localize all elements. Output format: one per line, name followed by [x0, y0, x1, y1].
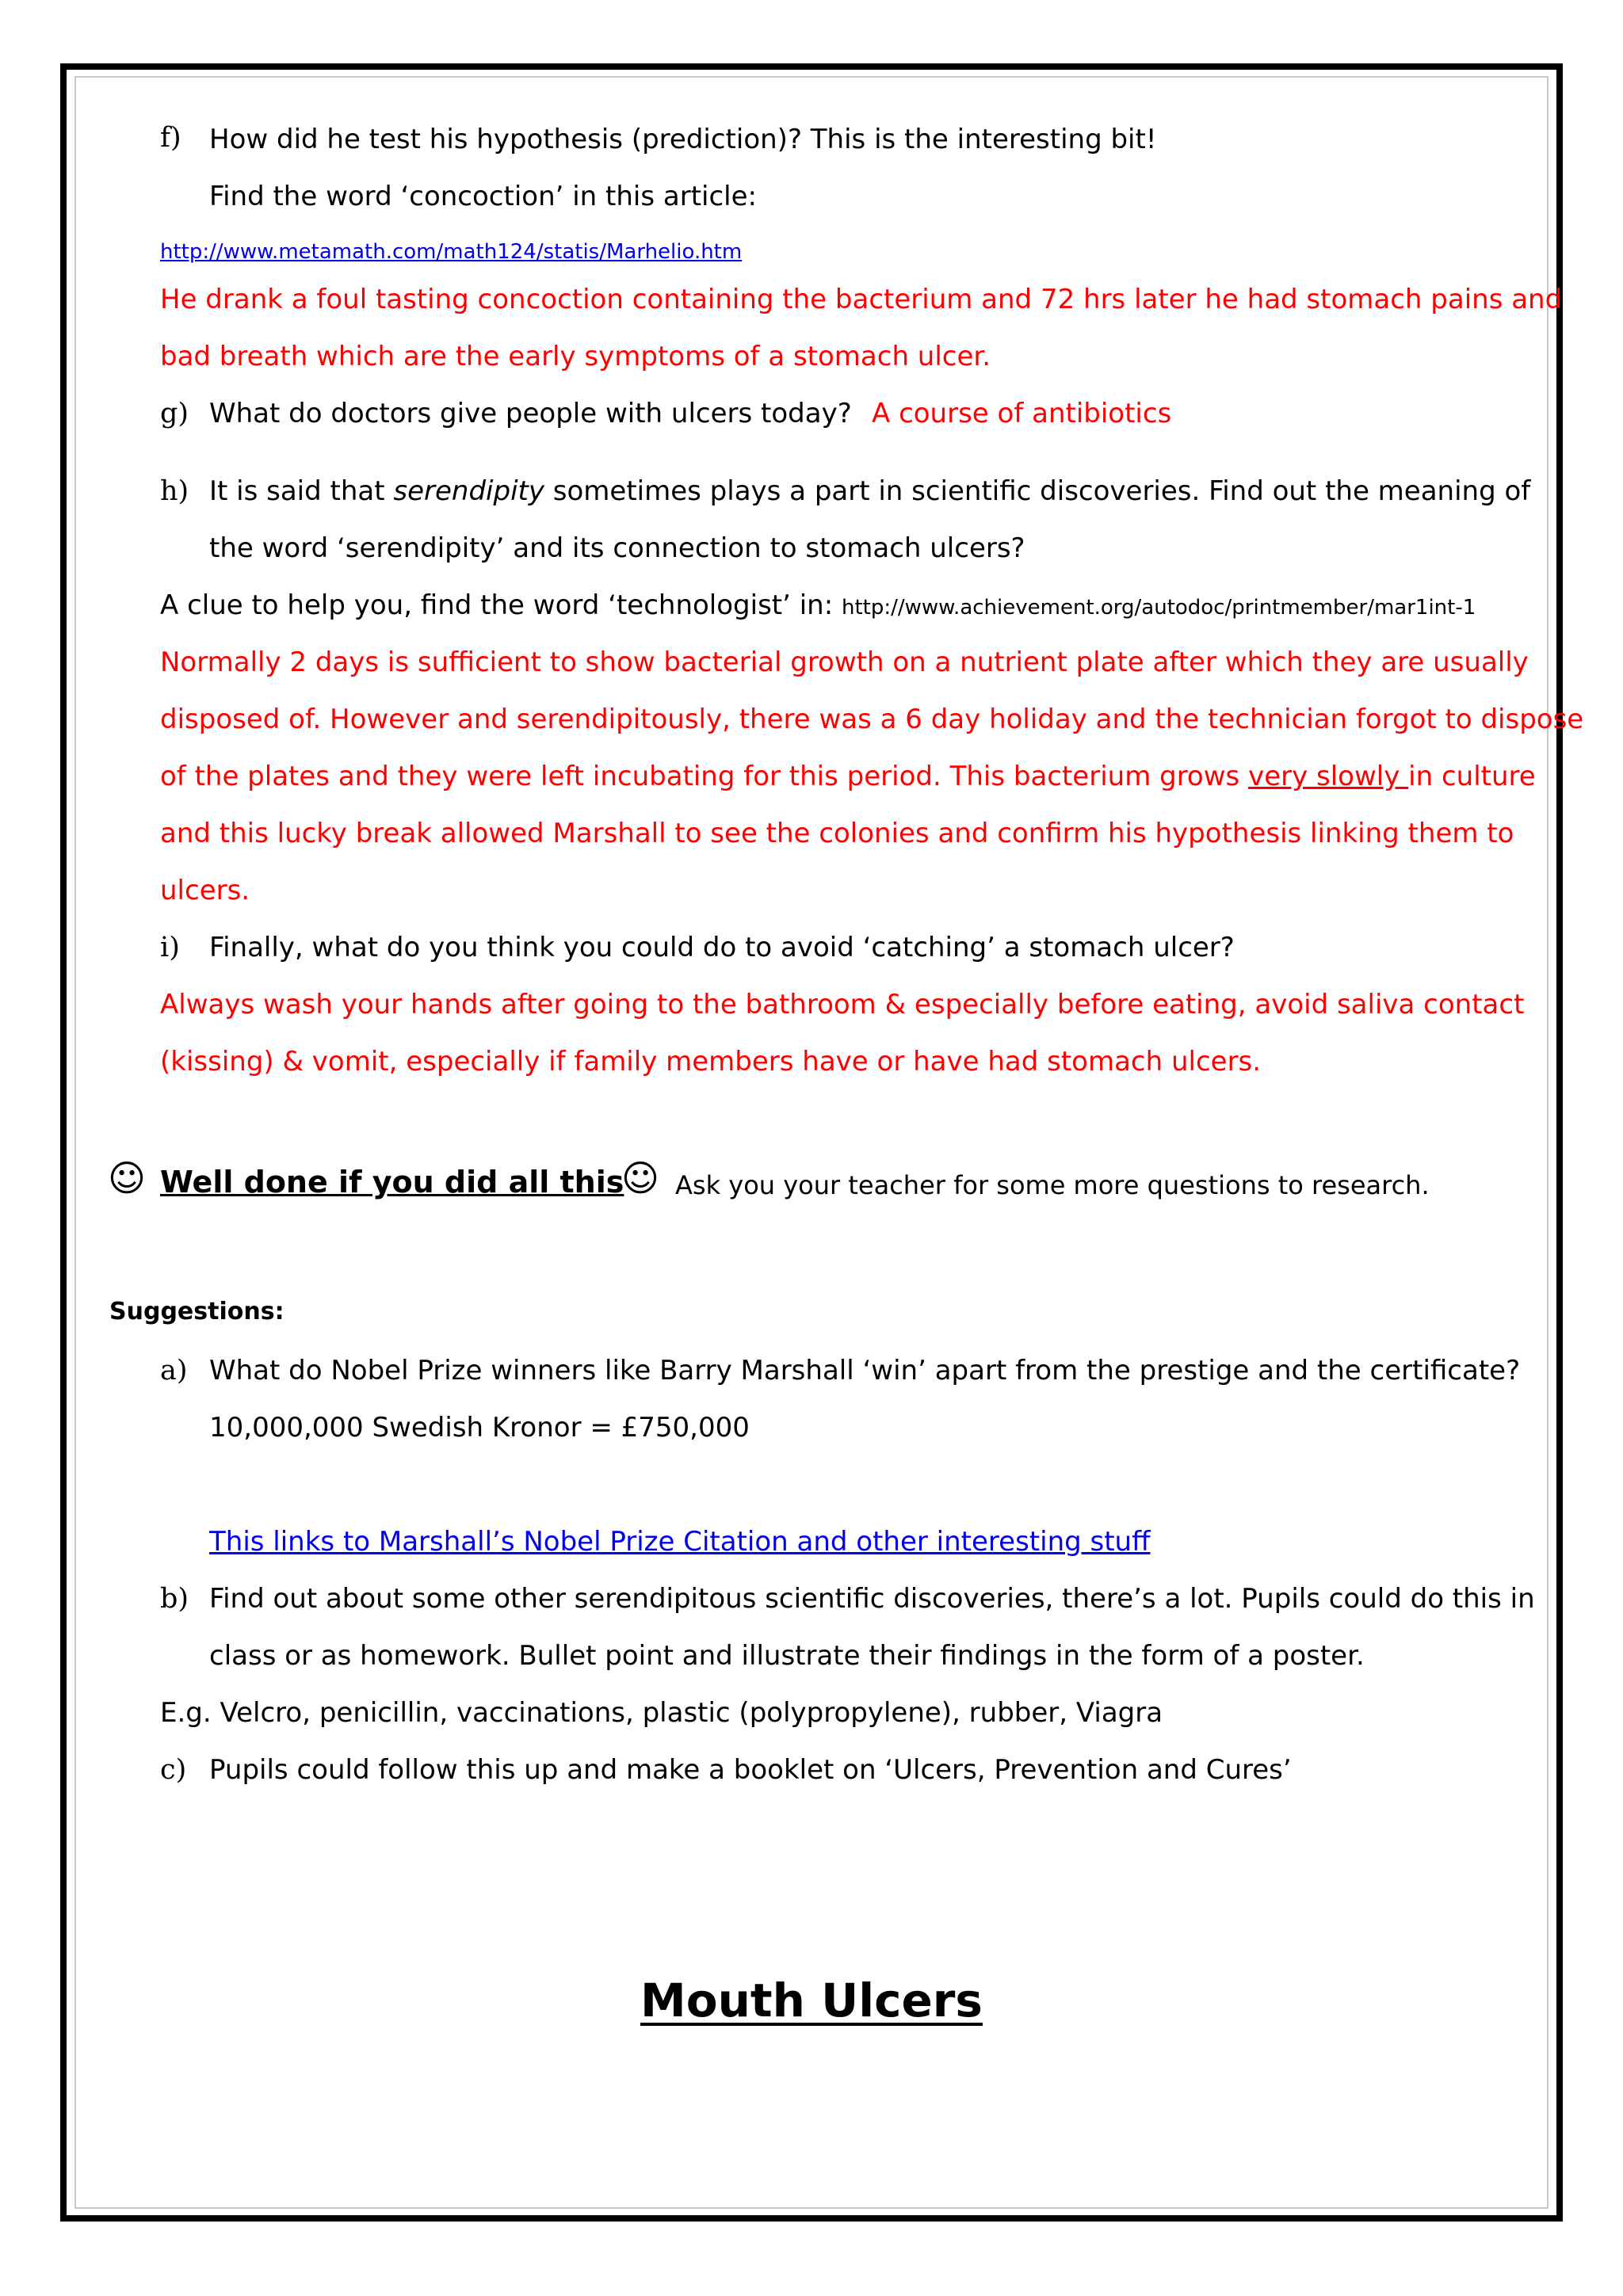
suggestion-b-line1: Find out about some other serendipitous scientific discoveries, there’s a lot. Pupils could do this in	[209, 1583, 1535, 1615]
answer-f-line1: He drank a foul tasting concoction containing the bacterium and 72 hrs later he had stomach pains and	[160, 284, 1563, 315]
question-h-text: It is said that serendipity sometimes plays a part in scientific discoveries. Find out the meaning of	[209, 475, 1531, 507]
question-f-label: f)	[160, 122, 181, 154]
clue-text: A clue to help you, find the word ‘technologist’ in:	[160, 589, 842, 621]
answer-g: A course of antibiotics	[872, 398, 1172, 429]
answer-h-line3: of the plates and they were left incubating for this period. This bacterium grows very slowly in culture	[160, 761, 1536, 792]
answer-i-line1: Always wash your hands after going to the bathroom & especially before eating, avoid saliva contact	[160, 989, 1525, 1020]
nobel-citation-link[interactable]: This links to Marshall’s Nobel Prize Citation and other interesting stuff	[209, 1526, 1151, 1558]
suggestion-a-text: What do Nobel Prize winners like Barry Marshall ‘win’ apart from the prestige and the certificate?	[209, 1355, 1521, 1386]
suggestions-heading: Suggestions:	[109, 1298, 285, 1325]
question-g-label: g)	[160, 398, 189, 429]
answer-i-line2: (kissing) & vomit, especially if family members have or have had stomach ulcers.	[160, 1046, 1262, 1077]
answer-h-line2: disposed of. However and serendipitously, there was a 6 day holiday and the technician forgot to dispose	[160, 704, 1584, 735]
question-h-line2: the word ‘serendipity’ and its connection to stomach ulcers?	[209, 532, 1025, 564]
question-i-text: Finally, what do you think you could do to avoid ‘catching’ a stomach ulcer?	[209, 932, 1235, 963]
answer-h-line5: ulcers.	[160, 875, 250, 906]
question-g-text: What do doctors give people with ulcers today?	[209, 398, 852, 429]
question-i-label: i)	[160, 932, 180, 963]
suggestion-b-line2: class or as homework. Bullet point and illustrate their findings in the form of a poster.	[209, 1640, 1365, 1672]
very-slowly-underlined: very slowly	[1248, 761, 1409, 792]
serendipity-italic: serendipity	[393, 475, 544, 507]
answer-h-line4: and this lucky break allowed Marshall to see the colonies and confirm his hypothesis linking them to	[160, 818, 1514, 849]
question-h-label: h)	[160, 475, 189, 507]
page-title-text: Mouth Ulcers	[640, 1974, 983, 2027]
suggestion-a-label: a)	[160, 1355, 188, 1386]
smiley-icon: ☺	[108, 1157, 146, 1199]
well-done-text: Well done if you did all this	[160, 1165, 624, 1199]
suggestion-a-value: 10,000,000 Swedish Kronor = £750,000	[209, 1412, 750, 1444]
suggestion-c-text: Pupils could follow this up and make a booklet on ‘Ulcers, Prevention and Cures’	[209, 1754, 1292, 1786]
metamath-link[interactable]: http://www.metamath.com/math124/statis/Marhelio.htm	[160, 240, 743, 264]
answer-f-line2: bad breath which are the early symptoms of a stomach ulcer.	[160, 341, 991, 372]
clue-url: http://www.achievement.org/autodoc/printmember/mar1int-1	[842, 596, 1476, 620]
answer-h-line1: Normally 2 days is sufficient to show bacterial growth on a nutrient plate after which they are usually	[160, 646, 1529, 678]
smiley-icon-2: ☺	[621, 1157, 659, 1199]
page-title	[0, 1973, 1623, 2028]
well-done-followup: Ask you your teacher for some more questions to research.	[675, 1170, 1430, 1200]
eg-line: E.g. Velcro, penicillin, vaccinations, plastic (polypropylene), rubber, Viagra	[160, 1697, 1163, 1729]
suggestion-c-label: c)	[160, 1754, 187, 1786]
question-f-instruction: Find the word ‘concoction’ in this article:	[209, 181, 757, 212]
suggestion-b-label: b)	[160, 1583, 189, 1615]
question-f-text: How did he test his hypothesis (prediction)? This is the interesting bit!	[209, 124, 1157, 155]
clue-line	[160, 588, 1476, 625]
